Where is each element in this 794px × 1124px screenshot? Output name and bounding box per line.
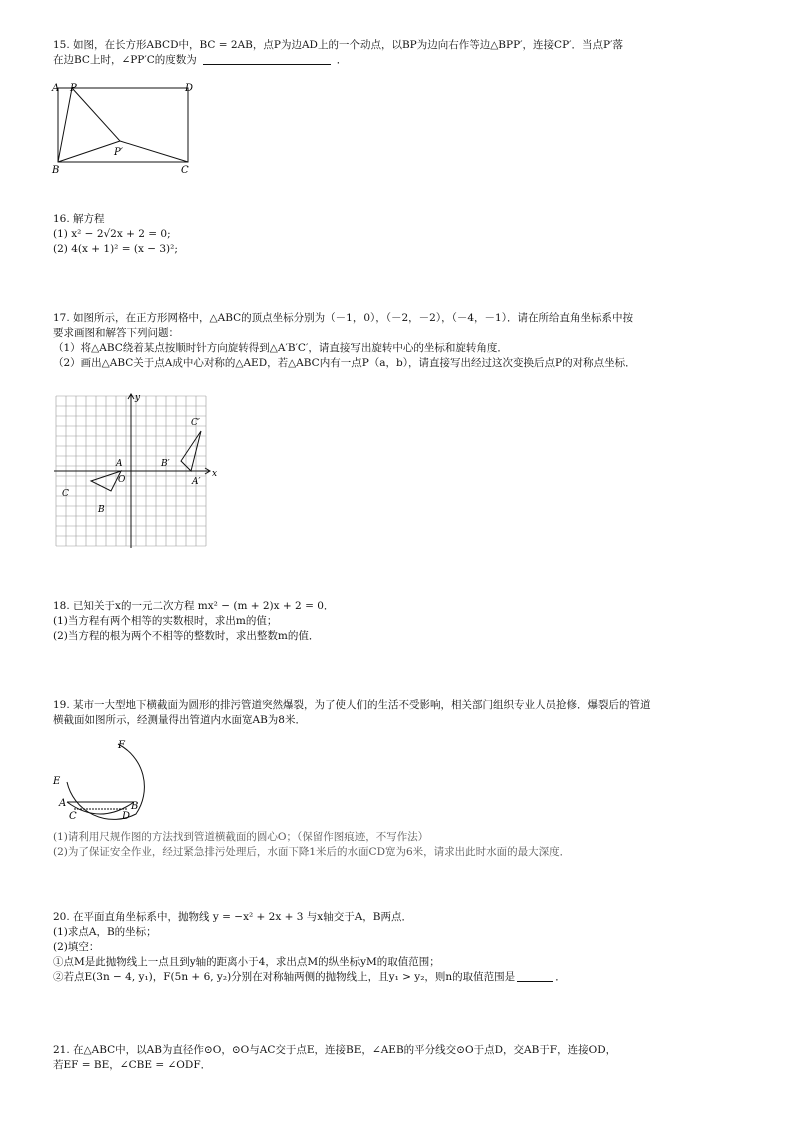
label-P: P bbox=[70, 83, 77, 94]
answer-blank bbox=[517, 970, 553, 982]
q20-sub-2-end: ． bbox=[555, 970, 566, 983]
label-A-prime: A′ bbox=[192, 477, 201, 487]
label-D: D bbox=[122, 811, 131, 822]
q17-coordinate-grid bbox=[52, 392, 222, 552]
q15-line-2-text: 在边BC上时，∠PP′C的度数为 bbox=[53, 53, 197, 66]
q19-line-2: 横截面如图所示，经测量得出管道内水面宽AB为8米． bbox=[53, 713, 306, 726]
label-D: D bbox=[185, 83, 194, 94]
triangle-bpp bbox=[58, 88, 120, 162]
q21-line-1: 21. 在△ABC中，以AB为直径作⊙O，⊙O与AC交于点E，连接BE，∠AEB的平分线交⊙O于点D，交AB于F，连接OD， bbox=[53, 1044, 617, 1056]
answer-blank bbox=[203, 53, 331, 65]
label-F: F bbox=[118, 740, 125, 751]
q17-item-1: （1）将△ABC绕着某点按顺时针方向旋转得到△A′B′C′，请直接写出旋转中心的坐标和旋转角度． bbox=[53, 341, 508, 354]
q19-item-2: (2)为了保证安全作业，经过紧急排污处理后，水面下降1米后的水面CD宽为6米，请求出此时水面的最大深度． bbox=[53, 845, 571, 858]
label-A: A bbox=[52, 83, 60, 94]
q17-line-2: 要求画图和解答下列问题： bbox=[53, 326, 179, 339]
label-B: B bbox=[131, 801, 139, 812]
label-B-prime: B′ bbox=[161, 459, 170, 469]
q20-line-1: 20. 在平面直角坐标系中，抛物线 y = −x² + 2x + 3 与x轴交于A，B两点． bbox=[53, 911, 412, 923]
question-16 bbox=[53, 212, 743, 257]
question-21 bbox=[53, 1043, 743, 1073]
q15-rectangle-figure bbox=[50, 80, 200, 178]
label-A: A bbox=[59, 798, 67, 809]
q17-item-2: （2）画出△ABC关于点A成中心对称的△AED，若△ABC内有一点P（a，b），请直接写出经过这次变换后点P的对称点坐标． bbox=[53, 356, 636, 369]
triangle-a-b-c-prime bbox=[181, 431, 201, 471]
q20-sub-1: ①点M是此抛物线上一点且到y轴的距离小于4，求出点M的纵坐标yM的取值范围； bbox=[53, 955, 440, 968]
question-17 bbox=[53, 311, 743, 371]
label-y: y bbox=[135, 393, 141, 403]
label-B: B bbox=[98, 505, 105, 515]
q15-line-1: 15. 如图，在长方形ABCD中，BC = 2AB，点P为边AD上的一个动点，以BP为边向右作等边△BPP′，连接CP′．当点P′落 bbox=[53, 39, 623, 51]
label-x: x bbox=[212, 469, 218, 479]
label-E: E bbox=[53, 776, 61, 787]
q20-sub-2 bbox=[53, 970, 743, 985]
rectangle-abcd bbox=[58, 88, 188, 162]
q18-line-1: 18. 已知关于x的一元二次方程 mx² − (m + 2)x + 2 = 0． bbox=[53, 600, 335, 612]
label-P-prime: P′ bbox=[114, 147, 123, 158]
q21-line-2: 若EF = BE，∠CBE = ∠ODF． bbox=[53, 1058, 212, 1071]
segment-p2-c bbox=[120, 141, 188, 162]
q18-item-1: (1)当方程有两个相等的实数根时，求出m的值； bbox=[53, 614, 278, 627]
question-19-parts bbox=[53, 830, 743, 860]
q15-line-2 bbox=[53, 53, 743, 68]
q19-pipe-figure bbox=[52, 738, 152, 822]
q20-item-2: (2)填空： bbox=[53, 940, 100, 953]
label-C: C bbox=[69, 811, 77, 822]
q17-line-1: 17. 如图所示，在正方形网格中，△ABC的顶点坐标分别为（－1，0），（－2，－2），（－4，－1）．请在所给直角坐标系中按 bbox=[53, 312, 633, 324]
label-C-prime: C′ bbox=[191, 418, 200, 428]
label-C: C bbox=[181, 165, 189, 176]
label-O: O bbox=[118, 475, 126, 485]
question-15 bbox=[53, 38, 743, 68]
question-20 bbox=[53, 910, 743, 985]
q16-item-2: (2) 4(x + 1)² = (x − 3)²; bbox=[53, 242, 178, 255]
q19-item-1: (1)请利用尺规作图的方法找到管道横截面的圆心O；（保留作图痕迹，不写作法） bbox=[53, 831, 429, 843]
q20-item-1: (1)求点A，B的坐标； bbox=[53, 925, 157, 938]
label-B: B bbox=[52, 165, 60, 176]
question-19 bbox=[53, 698, 743, 728]
label-C: C bbox=[62, 489, 69, 499]
q15-line-2-end: ． bbox=[336, 53, 348, 66]
q20-sub-2-text: ②若点E(3n − 4, y₁)，F(5n + 6, y₂)分别在对称轴两侧的抛物线上，且y₁ > y₂，则n的取值范围是 bbox=[53, 970, 516, 983]
label-A: A bbox=[116, 459, 123, 469]
q16-item-1: (1) x² − 2√2x + 2 = 0; bbox=[53, 227, 171, 240]
q18-item-2: (2)当方程的根为两个不相等的整数时，求出整数m的值． bbox=[53, 629, 320, 642]
question-18 bbox=[53, 599, 743, 644]
q19-line-1: 19. 某市一大型地下横截面为圆形的排污管道突然爆裂，为了使人们的生活不受影响，相关部门组织专业人员抢修．爆裂后的管道 bbox=[53, 699, 651, 711]
q16-title: 16. 解方程 bbox=[53, 213, 105, 225]
